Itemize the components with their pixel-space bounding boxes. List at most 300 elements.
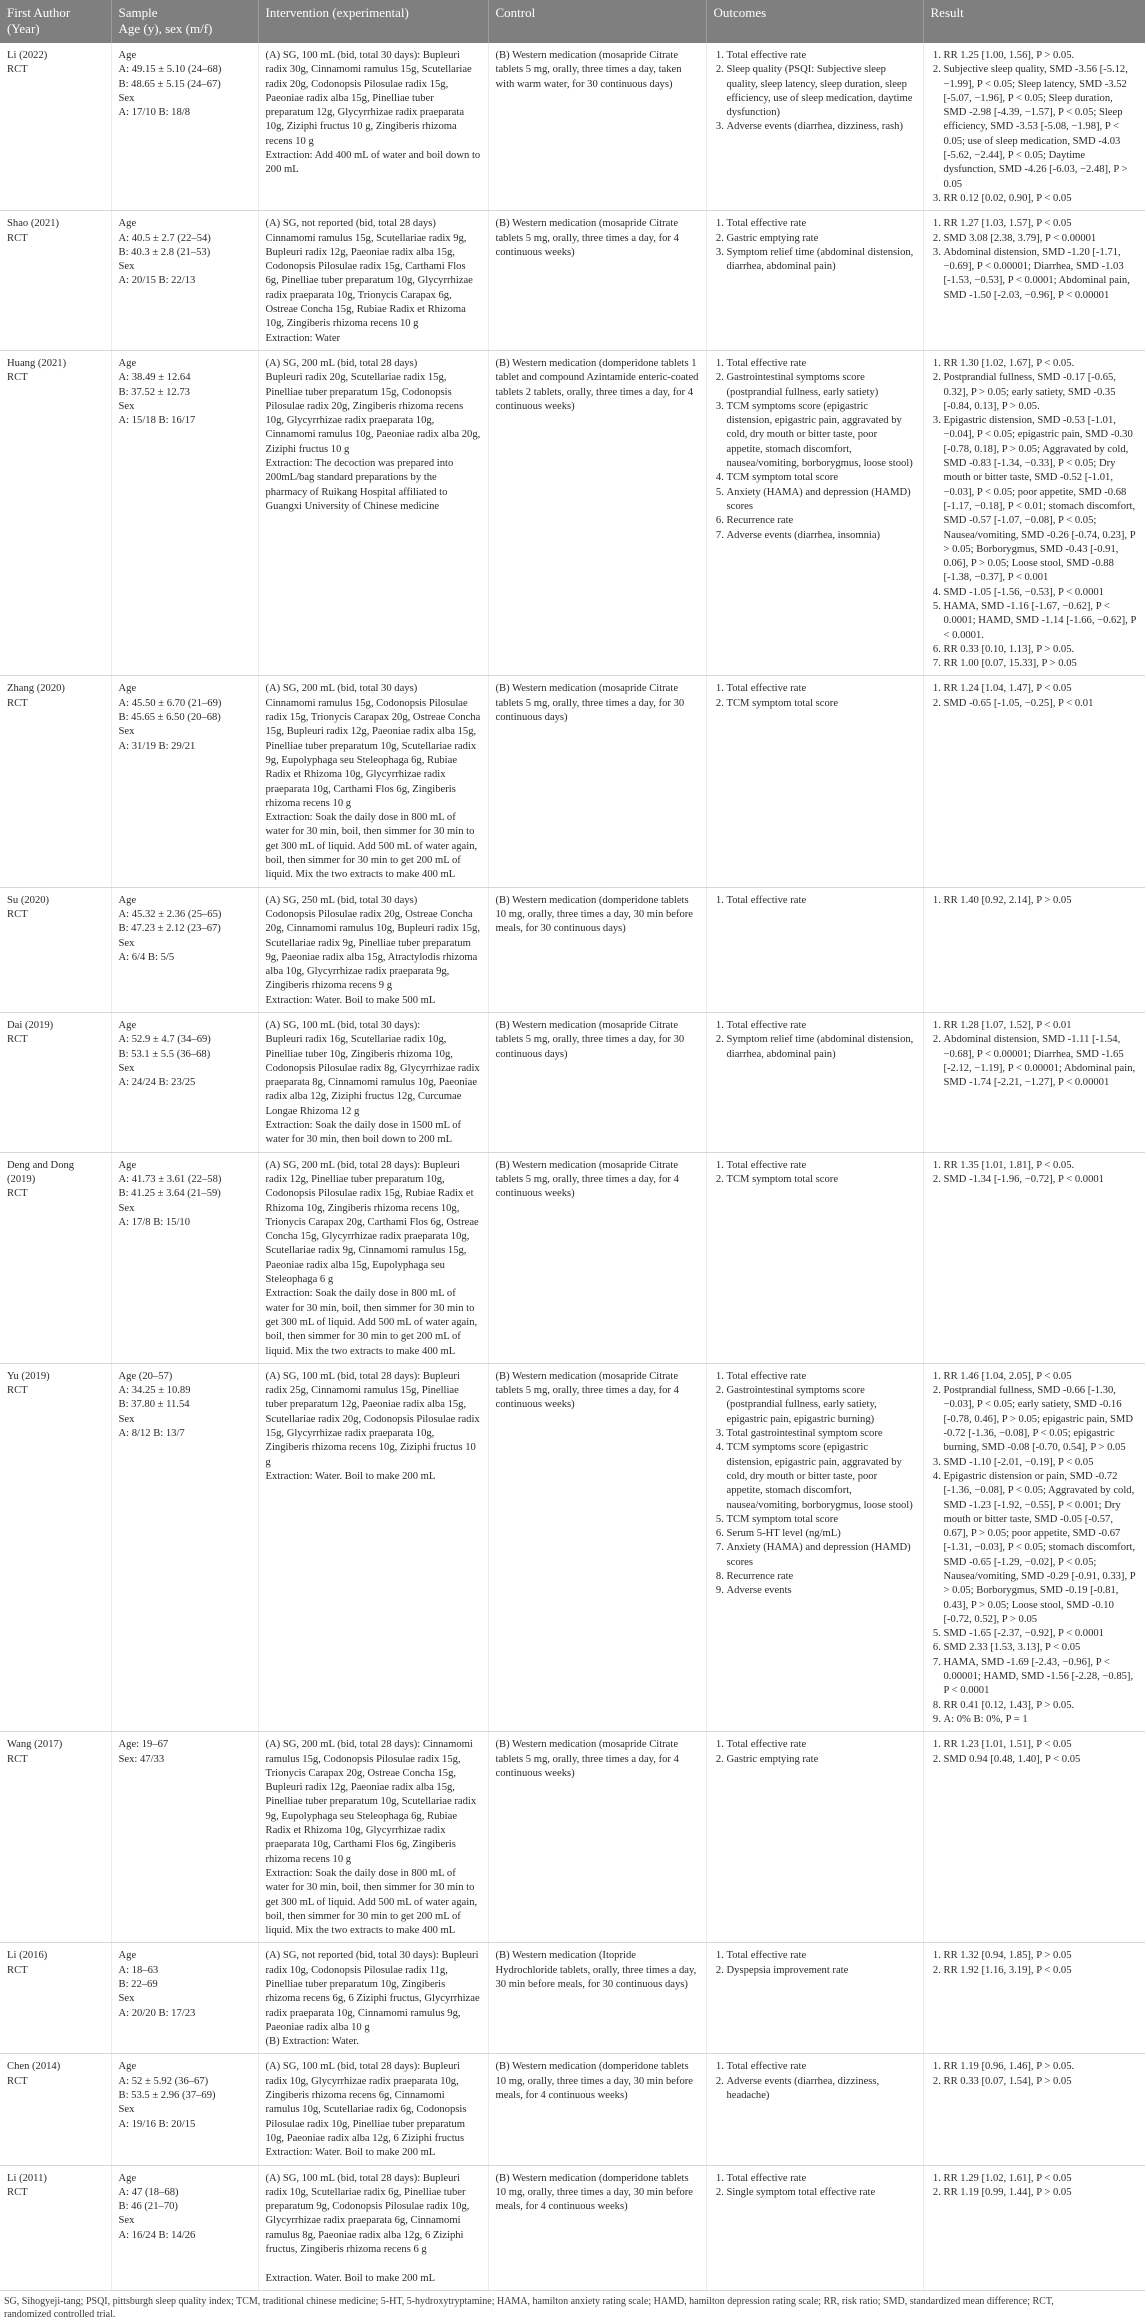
- result-item: 1. RR 1.23 [1.01, 1.51], P < 0.05: [944, 1738, 1139, 1752]
- cell-author: [0, 1013, 111, 1153]
- intervention-line: (A) SG, 100 mL (bid, total 28 days): Bupleuri radix 10g, Glycyrrhizae radix praeparata 10g, Zingiberis rhizoma recens 6g, Cinnamomi ramulus 10g, Scutellariae radix 6g, Codonopsis Pilosulae radix 10g, Pinelliae tuber preparatum 10g, Paeoniae radix alba 12g, 6 Ziziphi fructus: [265, 2061, 467, 2144]
- cell-result: [923, 43, 1145, 211]
- result-item-list: [931, 2172, 1139, 2201]
- cell-sample: [111, 211, 258, 351]
- sample-line: A: 49.15 ± 5.10 (24–68): [118, 64, 222, 76]
- outcome-item: 9. Adverse events: [727, 1584, 916, 1598]
- result-item: 1. RR 1.24 [1.04, 1.47], P < 0.05: [944, 682, 1139, 696]
- cell-author: [0, 211, 111, 351]
- sample-line: Sex: [118, 400, 135, 412]
- control-line: (B) Western medication (domperidone tablets 10 mg, orally, three times a day, 30 min before meals, for 4 continuous weeks): [495, 2061, 693, 2102]
- sample-line: Sex: [118, 1413, 135, 1425]
- outcome-item: 6. Serum 5-HT level (ng/mL): [727, 1527, 916, 1541]
- sample-line: Sex: [118, 937, 135, 949]
- result-item: 2. SMD -0.65 [-1.05, −0.25], P < 0.01: [944, 697, 1139, 711]
- outcome-item: 6. Recurrence rate: [727, 514, 916, 528]
- sample-line: B: 22–69: [118, 1979, 158, 1990]
- result-item: 2. Subjective sleep quality, SMD -3.56 [-5.12, −1.99], P < 0.05; Sleep latency, SMD -3.52 [-5.07, −1.96], P < 0.05; Sleep duration, SMD -2.98 [-4.39, −1.57], P < 0.05; Sleep efficiency, SMD -3.53 [-5.08, −1.98], P < 0.05; use of sleep medication, SMD -4.03 [-5.62, −2.44], P < 0.05; Daytime dysfunction, SMD -4.26 [-6.03, −2.48], P > 0.05: [944, 63, 1139, 192]
- cell-result: [923, 2165, 1145, 2290]
- table-row: [0, 1732, 1145, 1943]
- author-name: Yu (2019): [7, 1370, 50, 1382]
- outcome-item: 3. Adverse events (diarrhea, dizziness, rash): [727, 120, 916, 134]
- cell-sample: [111, 887, 258, 1012]
- result-item-list: [931, 1019, 1139, 1090]
- outcome-item-list: [714, 1949, 916, 1978]
- intervention-line: (A) SG, 100 mL (bid, total 28 days): Bupleuri radix 10g, Scutellariae radix 6g, Pinelliae tuber preparatum 9g, Codonopsis Pilosulae radix 10g, Glycyrrhizae radix praeparata 6g, Cinnamomi ramulus 8g, Paeoniae radix alba 12g, 6 Ziziphi fructus, Zingiberis rhizoma recens 6 g: [265, 2172, 470, 2256]
- result-item-list: [931, 1370, 1139, 1727]
- table-row: [0, 43, 1145, 211]
- cell-outcomes: [706, 1013, 923, 1153]
- sample-line: Age: [118, 1020, 137, 1031]
- header-outcomes: [706, 0, 923, 43]
- control-line: (B) Western medication (domperidone tablets 10 mg, orally, three times a day, 30 min before meals, for 4 continuous weeks): [495, 2172, 693, 2213]
- cell-author: [0, 1943, 111, 2054]
- outcome-item: 2. Gastrointestinal symptoms score (postprandial fullness, early satiety, epigastric pain, epigastric burning): [727, 1384, 916, 1427]
- outcome-item-list: [714, 682, 916, 711]
- sample-line: A: 40.5 ± 2.7 (22–54): [118, 232, 211, 244]
- author-name: Chen (2014): [7, 2061, 61, 2073]
- cell-control: [488, 1152, 706, 1363]
- sample-line: B: 46 (21–70): [118, 2201, 178, 2213]
- outcome-item: 1. Total effective rate: [727, 217, 916, 231]
- sample-line: Age (20–57): [118, 1370, 173, 1382]
- cell-result: [923, 1013, 1145, 1153]
- author-name: Li (2022): [7, 50, 48, 61]
- cell-author: [0, 2054, 111, 2165]
- study-design: RCT: [7, 908, 28, 920]
- header-text: Age (y), sex (m/f): [118, 21, 213, 36]
- sample-line: A: 24/24 B: 23/25: [118, 1077, 196, 1089]
- cell-intervention: [258, 1152, 488, 1363]
- cell-result: [923, 350, 1145, 676]
- sample-line: Age: [118, 357, 137, 369]
- outcome-item: 1. Total effective rate: [727, 2060, 916, 2074]
- intervention-line: Bupleuri radix 20g, Scutellariae radix 15g, Pinelliae tuber preparatum 15g, Codonopsis Pilosulae radix 20g, Zingiberis rhizoma recens 10g, Glycyrrhizae radix praeparata 10g, Cinnamomi ramulus 10g, Paeoniae radix alba 20g, Ziziphi fructus 10 g: [265, 372, 481, 455]
- result-item: 2. Postprandial fullness, SMD -0.66 [-1.30, −0.03], P < 0.05; early satiety, SMD -0.16 [-0.78, 0.46], P > 0.05; epigastric pain, SMD -0.72 [-1.36, −0.08], P < 0.05; epigastric burning, SMD -0.08 [-0.70, 0.54], P > 0.05: [944, 1384, 1139, 1455]
- sample-line: A: 41.73 ± 3.61 (22–58): [118, 1173, 222, 1185]
- outcome-item-list: [714, 1159, 916, 1188]
- result-item: 1. RR 1.46 [1.04, 2.05], P < 0.05: [944, 1370, 1139, 1384]
- result-item: 1. RR 1.28 [1.07, 1.52], P < 0.01: [944, 1019, 1139, 1033]
- author-name: Deng and Dong (2019): [7, 1159, 75, 1185]
- outcome-item: 1. Total effective rate: [727, 1019, 916, 1033]
- result-item: 7. RR 1.00 [0.07, 15.33], P > 0.05: [944, 657, 1139, 671]
- outcome-item: 1. Total effective rate: [727, 1159, 916, 1173]
- cell-intervention: [258, 1943, 488, 2054]
- intervention-line: Extraction: Water. Boil to make 200 mL: [265, 1470, 436, 1482]
- control-line: (B) Western medication (mosapride Citrate tablets 5 mg, orally, three times a day, for 30 continuous days): [495, 683, 685, 724]
- study-design: RCT: [7, 1034, 28, 1046]
- sample-line: B: 37.52 ± 12.73: [118, 386, 190, 398]
- result-item: 3. SMD -1.10 [-2.01, −0.19], P < 0.05: [944, 1456, 1139, 1470]
- intervention-line: (A) SG, 100 mL (bid, total 30 days): Bupleuri radix 30g, Cinnamomi ramulus 15g, Scutellariae radix 20g, Codonopsis Pilosulae radix 15g, Paeoniae radix alba 15g, Pinelliae tuber preparatum 12g, Glycyrrhizae radix praeparata 10g, Ziziphi fructus 10 g, Zingiberis rhizoma recens 10 g: [265, 50, 472, 147]
- intervention-line: Cinnamomi ramulus 15g, Scutellariae radix 9g, Bupleuri radix 12g, Paeoniae radix alba 15g, Codonopsis Pilosulae radix 15g, Carthami Flos 6g, Pinelliae tuber preparatum 10g, Glycyrrhizae radix praeparata 10g, Trionycis Carapax 6g, Ostreae Concha 15g, Rubiae Radix et Rhizoma 10g, Zingiberis rhizoma recens 10 g: [265, 232, 473, 330]
- cell-control: [488, 1943, 706, 2054]
- result-item: 2. RR 0.33 [0.07, 1.54], P > 0.05: [944, 2075, 1139, 2089]
- cell-author: [0, 887, 111, 1012]
- intervention-line: (A) SG, 200 mL (bid, total 30 days): [265, 683, 418, 695]
- outcome-item: 2. Gastrointestinal symptoms score (postprandial fullness, early satiety): [727, 371, 916, 400]
- intervention-line: Extraction: Water. Boil to make 500 mL: [265, 994, 436, 1006]
- result-item: 8. RR 0.41 [0.12, 1.43], P > 0.05.: [944, 1699, 1139, 1713]
- sample-line: A: 52 ± 5.92 (36–67): [118, 2075, 209, 2087]
- header-text: Control: [495, 5, 536, 20]
- sample-line: A: 18–63: [118, 1964, 159, 1976]
- sample-line: A: 31/19 B: 29/21: [118, 740, 196, 752]
- sample-line: B: 41.25 ± 3.64 (21–59): [118, 1188, 221, 1200]
- cell-control: [488, 887, 706, 1012]
- cell-control: [488, 676, 706, 887]
- result-item: 5. SMD -1.65 [-2.37, −0.92], P < 0.0001: [944, 1627, 1139, 1641]
- result-item-list: [931, 1738, 1139, 1767]
- cell-sample: [111, 43, 258, 211]
- study-design: RCT: [7, 2186, 28, 2198]
- cell-intervention: [258, 2054, 488, 2165]
- header-row: [0, 0, 1145, 43]
- cell-intervention: [258, 1363, 488, 1731]
- result-item: 2. SMD -1.34 [-1.96, −0.72], P < 0.0001: [944, 1173, 1139, 1187]
- header-text: Outcomes: [713, 5, 767, 20]
- outcome-item: 2. Adverse events (diarrhea, dizziness, headache): [727, 2075, 916, 2104]
- footnote-line: randomized controlled trial.: [4, 2308, 116, 2320]
- study-design: RCT: [7, 1188, 28, 1200]
- result-item-list: [931, 217, 1139, 303]
- intervention-line: Cinnamomi ramulus 15g, Codonopsis Pilosulae radix 15g, Trionycis Carapax 20g, Ostreae Concha 15g, Bupleuri radix 12g, Paeoniae radix alba 15g, Pinelliae tuber preparatum 10g, Scutellariae radix 9g, Eupolyphaga seu Steleophaga 6g, Rubiae Radix et Rhizoma 10g, Glycyrrhizae radix praeparata 10g, Carthami Flos 6g, Zingiberis rhizoma recens 10 g: [265, 697, 481, 809]
- cell-intervention: [258, 350, 488, 676]
- intervention-line: (A) SG, not reported (bid, total 30 days): Bupleuri radix 10g, Codonopsis Pilosulae radix 11g, Pinelliae tuber preparatum 10g, Zingiberis rhizoma recens 6g, 6 Ziziphi fructus, Glycyrrhizae radix praeparata 10g, Cinnamomi ramulus 9g, Paeoniae radix alba 10 g: [265, 1950, 480, 2033]
- author-name: Huang (2021): [7, 357, 67, 369]
- outcome-item: 4. TCM symptoms score (epigastric distension, epigastric pain, aggravated by cold, dry mouth or bitter taste, poor appetite, stomach discomfort, nausea/vomiting, borborygmus, loose stool): [727, 1441, 916, 1512]
- outcome-item: 8. Recurrence rate: [727, 1570, 916, 1584]
- outcome-item-list: [714, 1370, 916, 1599]
- cell-author: [0, 350, 111, 676]
- outcome-item: 3. TCM symptoms score (epigastric distension, epigastric pain, aggravated by cold, dry mouth or bitter taste, poor appetite, stomach discomfort, nausea/vomiting, borborygmus, loose stool): [727, 400, 916, 471]
- outcome-item: 1. Total effective rate: [727, 1949, 916, 1963]
- result-item: 3. RR 0.12 [0.02, 0.90], P < 0.05: [944, 192, 1139, 206]
- outcome-item-list: [714, 217, 916, 274]
- table-row: [0, 887, 1145, 1012]
- cell-result: [923, 211, 1145, 351]
- sample-line: Sex: [118, 2104, 135, 2116]
- cell-author: [0, 1152, 111, 1363]
- result-item: 5. HAMA, SMD -1.16 [-1.67, −0.62], P < 0.0001; HAMD, SMD -1.14 [-1.66, −0.62], P < 0.0001.: [944, 600, 1139, 643]
- cell-outcomes: [706, 887, 923, 1012]
- intervention-line: (A) SG, not reported (bid, total 28 days): [265, 218, 436, 230]
- intervention-line: (A) SG, 200 mL (bid, total 28 days): Bupleuri radix 12g, Pinelliae tuber preparatum 10g, Codonopsis Pilosulae radix 15g, Rubiae Radix et Rhizoma 10g, Zingiberis rhizoma recens 10g, Trionycis Carapax 20g, Carthami Flos 6g, Ostreae Concha 15g, Glycyrrhizae radix praeparata 10g, Scutellariae radix 9g, Cinnamomi ramulus 15g, Paeoniae radix alba 15g, Eupolyphaga seu Steleophaga 6 g: [265, 1159, 479, 1286]
- sample-line: Age: [118, 50, 137, 61]
- outcome-item: 1. Total effective rate: [727, 894, 916, 908]
- cell-author: [0, 43, 111, 211]
- sample-line: B: 40.3 ± 2.8 (21–53): [118, 246, 211, 258]
- table-row: [0, 1152, 1145, 1363]
- sample-line: Sex: [118, 92, 135, 104]
- outcome-item: 7. Anxiety (HAMA) and depression (HAMD) scores: [727, 1541, 916, 1570]
- header-text: Sample: [118, 5, 158, 20]
- intervention-line: (A) SG, 200 mL (bid, total 28 days): Cinnamomi ramulus 15g, Codonopsis Pilosulae radix 15g, Trionycis Carapax 20g, Ostreae Concha 15g, Bupleuri radix 12g, Paeoniae radix alba 15g, Pinelliae tuber preparatum 10g, Scutellariae radix 9g, Eupolyphaga seu Steleophaga 6g, Rubiae Radix et Rhizoma 10g, Glycyrrhizae radix praeparata 10g, Carthami Flos 6g, Zingiberis rhizoma recens 10 g: [265, 1739, 477, 1865]
- outcome-item: 5. TCM symptom total score: [727, 1513, 916, 1527]
- result-item: 2. Postprandial fullness, SMD -0.17 [-0.65, 0.32], P > 0.05; early satiety, SMD -0.35 [-0.84, 0.13], P > 0.05.: [944, 371, 1139, 414]
- sample-line: Age: [118, 218, 137, 230]
- cell-outcomes: [706, 211, 923, 351]
- cell-sample: [111, 1013, 258, 1153]
- sample-line: B: 45.65 ± 6.50 (20–68): [118, 712, 221, 724]
- sample-line: A: 19/16 B: 20/15: [118, 2118, 196, 2130]
- intervention-line: Extraction: Soak the daily dose in 800 mL of water for 30 min, boil, then simmer for 30 min to get 300 mL of liquid. Add 500 mL of water again, boil, then simmer for 30 min to get 200 mL of liquid. Mix the two extracts to make 400 mL: [265, 1288, 478, 1357]
- intervention-line: Extraction: Water: [265, 332, 341, 344]
- cell-intervention: [258, 43, 488, 211]
- outcome-item: 2. TCM symptom total score: [727, 697, 916, 711]
- outcome-item: 1. Total effective rate: [727, 1738, 916, 1752]
- cell-control: [488, 350, 706, 676]
- sample-line: A: 20/20 B: 17/23: [118, 2007, 196, 2019]
- sample-line: Sex: [118, 726, 135, 738]
- author-name: Li (2011): [7, 2172, 47, 2184]
- header-first-author: [0, 0, 111, 43]
- cell-result: [923, 2054, 1145, 2165]
- outcome-item: 2. Sleep quality (PSQI: Subjective sleep quality, sleep latency, sleep duration, sleep efficiency, use of sleep medication, daytime dysfunction): [727, 63, 916, 120]
- header-sample: [111, 0, 258, 43]
- cell-result: [923, 1732, 1145, 1943]
- author-name: Li (2016): [7, 1950, 48, 1962]
- result-item-list: [931, 1159, 1139, 1188]
- cell-intervention: [258, 676, 488, 887]
- cell-outcomes: [706, 1943, 923, 2054]
- sample-line: Age: [118, 2172, 137, 2184]
- control-line: (B) Western medication (mosapride Citrate tablets 5 mg, orally, three times a day, for 4 continuous weeks): [495, 218, 679, 258]
- sample-line: Age: 19–67: [118, 1739, 169, 1751]
- intervention-line: (A) SG, 100 mL (bid, total 30 days):: [265, 1020, 421, 1031]
- cell-control: [488, 1363, 706, 1731]
- intervention-line: Extraction. Water. Boil to make 200 mL: [265, 2272, 436, 2284]
- cell-outcomes: [706, 1152, 923, 1363]
- sample-line: Age: [118, 1159, 137, 1171]
- result-item-list: [931, 682, 1139, 711]
- outcome-item-list: [714, 1738, 916, 1767]
- sample-line: A: 52.9 ± 4.7 (34–69): [118, 1034, 211, 1046]
- cell-outcomes: [706, 1732, 923, 1943]
- outcome-item: 1. Total effective rate: [727, 357, 916, 371]
- cell-intervention: [258, 887, 488, 1012]
- intervention-line: Extraction: Soak the daily dose in 800 mL of water for 30 min, boil, then simmer for 30 min to get 300 mL of liquid. Add 500 mL of water again, boil, then simmer for 30 min to get 200 mL of liquid. Mix the two extracts to make 400 mL: [265, 1867, 478, 1937]
- cell-control: [488, 1732, 706, 1943]
- cell-sample: [111, 1732, 258, 1943]
- control-line: (B) Western medication (mosapride Citrate tablets 5 mg, orally, three times a day, taken with warm water, for 30 continuous days): [495, 50, 682, 90]
- result-item: 4. SMD -1.05 [-1.56, −0.53], P < 0.0001: [944, 586, 1139, 600]
- sample-line: Sex: [118, 1062, 135, 1074]
- header-text: Intervention (experimental): [265, 5, 409, 20]
- result-item: 2. SMD 0.94 [0.48, 1.40], P < 0.05: [944, 1753, 1139, 1767]
- control-line: (B) Western medication (domperidone tablets 10 mg, orally, three times a day, 30 min before meals, for 30 continuous days): [495, 894, 693, 935]
- control-line: (B) Western medication (mosapride Citrate tablets 5 mg, orally, three times a day, for 4 continuous weeks): [495, 1739, 679, 1779]
- cell-outcomes: [706, 350, 923, 676]
- cell-outcomes: [706, 43, 923, 211]
- result-item-list: [931, 1949, 1139, 1978]
- table-row: [0, 1943, 1145, 2054]
- cell-sample: [111, 2165, 258, 2290]
- sample-line: A: 15/18 B: 16/17: [118, 415, 196, 427]
- result-item-list: [931, 2060, 1139, 2089]
- result-item: 3. Abdominal distension, SMD -1.20 [-1.71, −0.69], P < 0.00001; Diarrhea, SMD -1.03 [-1.53, −0.53], P < 0.0001; Abdominal pain, SMD -1.50 [-2.03, −0.96], P < 0.00001: [944, 246, 1139, 303]
- outcome-item: 2. Gastric emptying rate: [727, 232, 916, 246]
- outcome-item: 1. Total effective rate: [727, 1370, 916, 1384]
- cell-control: [488, 2165, 706, 2290]
- intervention-line: Extraction: Soak the daily dose in 1500 mL of water for 30 min, then boil down to 200 mL: [265, 1120, 462, 1146]
- cell-sample: [111, 350, 258, 676]
- result-item: 1. RR 1.32 [0.94, 1.85], P > 0.05: [944, 1949, 1139, 1963]
- intervention-line: Extraction: Water. Boil to make 200 mL: [265, 2147, 436, 2159]
- result-item: 1. RR 1.35 [1.01, 1.81], P < 0.05.: [944, 1159, 1139, 1173]
- author-name: Shao (2021): [7, 218, 60, 230]
- control-line: (B) Western medication (Itopride Hydrochloride tablets, orally, three times a day, 30 min before meals, for 30 continuous days): [495, 1950, 697, 1990]
- control-line: (B) Western medication (domperidone tablets 1 tablet and compound Azintamide enteric-coated tablets 2 tablets, orally, three times a day, for 4 continuous weeks): [495, 357, 699, 412]
- result-item: 1. RR 1.29 [1.02, 1.61], P < 0.05: [944, 2172, 1139, 2186]
- outcome-item: 5. Anxiety (HAMA) and depression (HAMD) scores: [727, 486, 916, 515]
- author-name: Wang (2017): [7, 1739, 63, 1751]
- sample-line: Sex: [118, 2215, 135, 2227]
- result-item: 6. SMD 2.33 [1.53, 3.13], P < 0.05: [944, 1641, 1139, 1655]
- outcome-item: 1. Total effective rate: [727, 49, 916, 63]
- result-item: 1. RR 1.19 [0.96, 1.46], P > 0.05.: [944, 2060, 1139, 2074]
- header-intervention: [258, 0, 488, 43]
- intervention-line: Bupleuri radix 16g, Scutellariae radix 10g, Pinelliae tuber 10g, Zingiberis rhizoma 10g, Codonopsis Pilosulae radix 8g, Glycyrrhizae radix praeparata 8g, Cinnamomi ramulus 10g, Paeoniae radix alba 12g, Ziziphi fructus 12g, Curcumae Longae Rhizoma 12 g: [265, 1034, 480, 1117]
- outcome-item: 7. Adverse events (diarrhea, insomnia): [727, 529, 916, 543]
- study-design: RCT: [7, 1385, 28, 1397]
- result-item: 2. RR 1.19 [0.99, 1.44], P > 0.05: [944, 2186, 1139, 2200]
- footnote-line: SG, Sihogyeji-tang; PSQI, pittsburgh sleep quality index; TCM, traditional chinese medicine; 5-HT, 5-hydroxytryptamine; HAMA, hamilton anxiety rating scale; HAMD, hamilton depression rating scale; RR, risk ratio; SMD, standardized mean difference; RCT,: [4, 2295, 1054, 2307]
- result-item: 3. Epigastric distension, SMD -0.53 [-1.01, −0.04], P < 0.05; epigastric pain, SMD -0.30 [-0.78, 0.18], P > 0.05; Aggravated by cold, SMD -0.83 [-1.34, −0.33], P < 0.05; Dry mouth or bitter taste, SMD -0.52 [-1.01, −0.03], P < 0.05; poor appetite, SMD -0.68 [-1.17, −0.18], P < 0.01; stomach discomfort, SMD -0.57 [-1.07, −0.08], P < 0.05; Nausea/vomiting, SMD -0.26 [-0.74, 0.23], P > 0.05; Borborygmus, SMD -0.43 [-0.91, 0.06], P > 0.05; Loose stool, SMD -0.88 [-1.38, −0.37], P < 0.001: [944, 414, 1139, 586]
- result-item: 7. HAMA, SMD -1.69 [-2.43, −0.96], P < 0.00001; HAMD, SMD -1.56 [-2.28, −0.85], P < 0.0001: [944, 1656, 1139, 1699]
- cell-author: [0, 2165, 111, 2290]
- sample-line: Age: [118, 683, 137, 695]
- cell-intervention: [258, 2165, 488, 2290]
- result-item: 2. Abdominal distension, SMD -1.11 [-1.54, −0.68], P < 0.00001; Diarrhea, SMD -1.65 [-2.12, −1.19], P < 0.00001; Abdominal pain, SMD -1.74 [-2.21, −1.27], P < 0.00001: [944, 1033, 1139, 1090]
- result-item: 2. RR 1.92 [1.16, 3.19], P < 0.05: [944, 1964, 1139, 1978]
- intervention-line: (A) SG, 200 mL (bid, total 28 days): [265, 357, 418, 369]
- intervention-line: [266, 2257, 481, 2271]
- header-control: [488, 0, 706, 43]
- table-body: [0, 43, 1145, 2290]
- result-item: 2. SMD 3.08 [2.38, 3.79], P < 0.00001: [944, 232, 1139, 246]
- table-row: [0, 2165, 1145, 2290]
- intervention-line: (A) SG, 100 mL (bid, total 28 days): Bupleuri radix 25g, Cinnamomi ramulus 15g, Pinelliae tuber preparatum 12g, Paeoniae radix alba 15g, Scutellariae radix 20g, Codonopsis Pilosulae radix 15g, Glycyrrhizae radix praeparata 10g, Zingiberis rhizoma recens 10g, Ziziphi fructus 10 g: [265, 1370, 480, 1468]
- cell-outcomes: [706, 2054, 923, 2165]
- table-row: [0, 676, 1145, 887]
- header-text: First Author (Year): [7, 5, 71, 36]
- sample-line: A: 17/10 B: 18/8: [118, 107, 191, 119]
- intervention-line: Extraction: Add 400 mL of water and boil down to 200 mL: [265, 150, 481, 176]
- result-item: 6. RR 0.33 [0.10, 1.13], P > 0.05.: [944, 643, 1139, 657]
- result-item: 1. RR 1.40 [0.92, 2.14], P > 0.05: [944, 894, 1139, 908]
- outcome-item: 4. TCM symptom total score: [727, 471, 916, 485]
- sample-line: Age: [118, 2061, 137, 2073]
- sample-line: Sex: [118, 261, 135, 273]
- study-design: RCT: [7, 232, 28, 244]
- cell-intervention: [258, 1732, 488, 1943]
- outcome-item: 1. Total effective rate: [727, 682, 916, 696]
- cell-outcomes: [706, 2165, 923, 2290]
- header-text: Result: [930, 5, 964, 20]
- sample-line: Sex: 47/33: [118, 1753, 165, 1765]
- sample-line: A: 6/4 B: 5/5: [118, 951, 175, 963]
- table-row: [0, 211, 1145, 351]
- sample-line: B: 53.5 ± 2.96 (37–69): [118, 2090, 216, 2102]
- cell-control: [488, 1013, 706, 1153]
- intervention-line: Extraction: Soak the daily dose in 800 mL of water for 30 min, boil, then simmer for 30 min to get 300 mL of liquid. Add 500 mL of water again, boil, then simmer for 30 min to get 200 mL of liquid. Mix the two extracts to make 400 mL: [265, 812, 478, 881]
- sample-line: Sex: [118, 1202, 135, 1214]
- sample-line: B: 48.65 ± 5.15 (24–67): [118, 78, 221, 90]
- outcome-item-list: [714, 1019, 916, 1062]
- sample-line: Sex: [118, 1993, 135, 2005]
- outcome-item: 2. Symptom relief time (abdominal distension, diarrhea, abdominal pain): [727, 1033, 916, 1062]
- cell-control: [488, 43, 706, 211]
- control-line: (B) Western medication (mosapride Citrate tablets 5 mg, orally, three times a day, for 30 continuous days): [495, 1020, 685, 1060]
- sample-line: Age: [118, 894, 137, 906]
- outcome-item-list: [714, 357, 916, 543]
- sample-line: A: 38.49 ± 12.64: [118, 372, 191, 384]
- table-row: [0, 1363, 1145, 1731]
- cell-result: [923, 887, 1145, 1012]
- cell-intervention: [258, 211, 488, 351]
- table-row: [0, 1013, 1145, 1153]
- sample-line: A: 45.32 ± 2.36 (25–65): [118, 908, 222, 920]
- study-design: RCT: [7, 2075, 28, 2087]
- result-item: 1. RR 1.25 [1.00, 1.56], P > 0.05.: [944, 49, 1139, 63]
- cell-sample: [111, 1363, 258, 1731]
- outcome-item-list: [714, 2172, 916, 2201]
- cell-sample: [111, 676, 258, 887]
- cell-author: [0, 1363, 111, 1731]
- result-item-list: [931, 49, 1139, 206]
- sample-line: A: 17/8 B: 15/10: [118, 1216, 191, 1228]
- table-row: [0, 350, 1145, 676]
- author-name: Dai (2019): [7, 1020, 54, 1031]
- cell-outcomes: [706, 676, 923, 887]
- cell-sample: [111, 1152, 258, 1363]
- sample-line: A: 16/24 B: 14/26: [118, 2229, 196, 2241]
- control-line: (B) Western medication (mosapride Citrate tablets 5 mg, orally, three times a day, for 4 continuous weeks): [495, 1159, 679, 1200]
- study-design: RCT: [7, 64, 28, 76]
- outcome-item-list: [714, 894, 916, 908]
- cell-sample: [111, 1943, 258, 2054]
- table-footnote: [0, 2291, 1145, 2321]
- control-line: (B) Western medication (mosapride Citrate tablets 5 mg, orally, three times a day, for 4 continuous weeks): [495, 1370, 679, 1411]
- outcome-item: 2. Gastric emptying rate: [727, 1753, 916, 1767]
- sample-line: B: 53.1 ± 5.5 (36–68): [118, 1048, 211, 1060]
- study-design: RCT: [7, 372, 28, 384]
- cell-intervention: [258, 1013, 488, 1153]
- result-item-list: [931, 357, 1139, 672]
- cell-result: [923, 1363, 1145, 1731]
- cell-control: [488, 211, 706, 351]
- intervention-line: (B) Extraction: Water.: [265, 2036, 359, 2048]
- sample-line: A: 20/15 B: 22/13: [118, 275, 196, 287]
- result-item: 1. RR 1.30 [1.02, 1.67], P < 0.05.: [944, 357, 1139, 371]
- outcome-item: 3. Total gastrointestinal symptom score: [727, 1427, 916, 1441]
- study-design: RCT: [7, 1753, 28, 1765]
- cell-outcomes: [706, 1363, 923, 1731]
- intervention-line: Extraction: The decoction was prepared into 200mL/bag standard preparations by the pharmacy of Ruikang Hospital affiliated to Guangxi University of Chinese medicine: [265, 458, 454, 512]
- result-item-list: [931, 894, 1139, 908]
- cell-author: [0, 676, 111, 887]
- cell-control: [488, 2054, 706, 2165]
- outcome-item: 2. TCM symptom total score: [727, 1173, 916, 1187]
- outcome-item: 3. Symptom relief time (abdominal distension, diarrhea, abdominal pain): [727, 246, 916, 275]
- sample-line: A: 34.25 ± 10.89: [118, 1385, 191, 1397]
- outcome-item-list: [714, 2060, 916, 2103]
- study-design: RCT: [7, 1964, 28, 1976]
- outcome-item: 2. Dyspepsia improvement rate: [727, 1964, 916, 1978]
- sample-line: Age: [118, 1950, 137, 1962]
